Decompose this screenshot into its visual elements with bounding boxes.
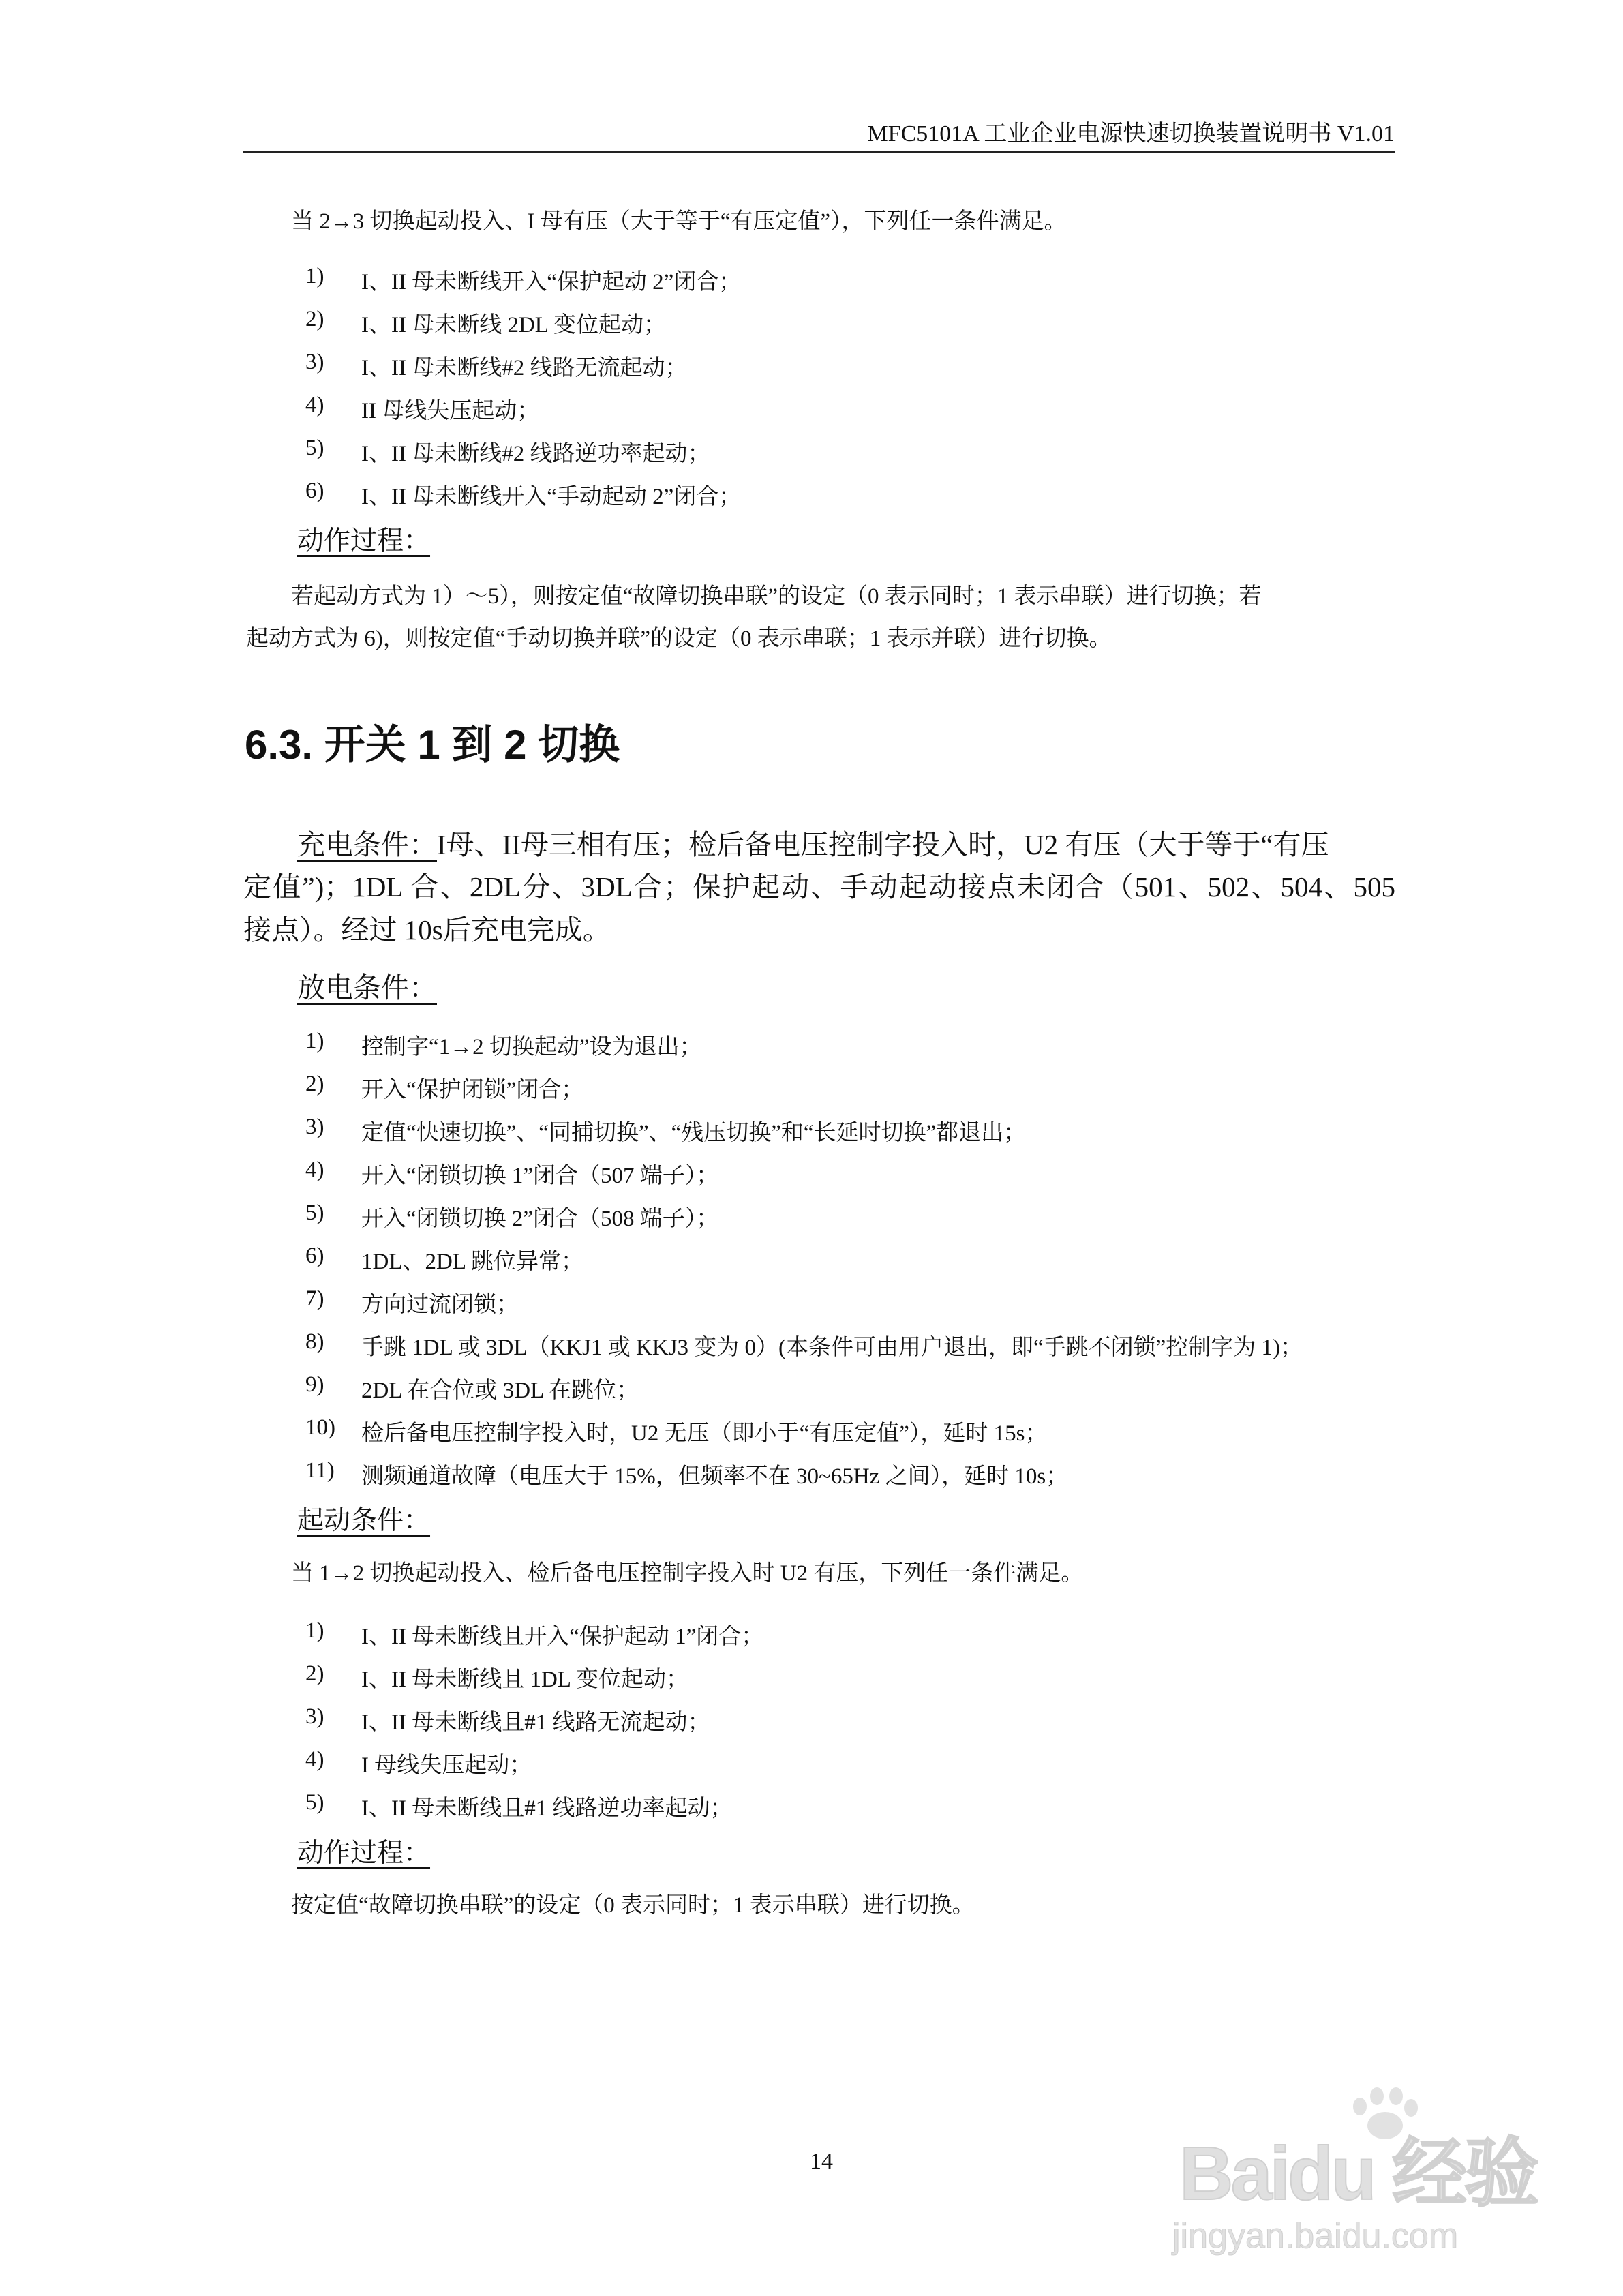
list-item-number: 5) [305,1790,324,1815]
charge-condition-label: 充电条件： [297,829,437,860]
list-item-text: 开入“闭锁切换 1”闭合（507 端子）； [361,1164,719,1188]
action-process-label: 动作过程： [297,526,431,556]
baidu-jingyan-watermark [1159,2086,1541,2263]
start-condition-intro: 当 2→3 切换起动投入、I 母有压（大于等于“有压定值”），下列任一条件满足。 [291,209,1067,234]
list-item-text: I、II 母未断线且开入“保护起动 1”闭合； [361,1625,764,1649]
list-item-text: I、II 母未断线#2 线路逆功率起动； [361,442,710,466]
charge-condition-line [297,822,1329,862]
list-item-number: 10) [305,1415,335,1440]
list-item-number: 6) [305,1243,324,1268]
list-item-number: 11) [305,1458,335,1483]
list-item-text: I、II 母未断线且#1 线路无流起动； [361,1710,710,1735]
charge-condition-text: I母、II母三相有压；检后备电压控制字投入时，U2 有压（大于等于“有压 [437,829,1329,860]
charge-condition-line: 接点）。经过 10s后充电完成。 [243,914,611,946]
start-condition-label: 起动条件： [297,1506,431,1535]
list-item-number: 9) [305,1372,324,1397]
list-item-text: I、II 母未断线且#1 线路逆功率起动； [361,1796,733,1821]
list-item-number: 5) [305,1200,324,1225]
list-item-number: 3) [305,350,324,374]
list-item-text: I、II 母未断线#2 线路无流起动； [361,356,688,380]
list-item-text: 手跳 1DL 或 3DL（KKJ1 或 KKJ3 变为 0）(本条件可由用户退出，即“手跳不闭锁”控制字为 1)； [361,1335,1303,1360]
list-item-text: I 母线失压起动； [361,1753,532,1778]
list-item-text: 测频通道故障（电压大于 15%，但频率不在 30~65Hz 之间），延时 10s； [361,1464,1069,1489]
list-item-text: I、II 母未断线 2DL 变位起动； [361,313,666,337]
list-item-number: 1) [305,1029,324,1053]
list-item-text: I、II 母未断线开入“保护起动 2”闭合； [361,270,742,294]
list-item-number: 2) [305,1072,324,1096]
list-item-number: 5) [305,436,324,460]
action-text-line: 若起动方式为 1）～5），则按定值“故障切换串联”的设定（0 表示同时；1 表示串联）进行切换；若 [291,584,1262,609]
list-item-number: 4) [305,393,324,417]
discharge-condition-label: 放电条件： [297,972,437,1003]
action-text: 按定值“故障切换串联”的设定（0 表示同时；1 表示串联）进行切换。 [291,1893,975,1918]
list-item-number: 1) [305,264,324,288]
running-header: MFC5101A 工业企业电源快速切换装置说明书 V1.01 [867,121,1395,147]
list-item-number: 2) [305,1661,324,1686]
list-item-text: I、II 母未断线开入“手动起动 2”闭合； [361,485,742,509]
list-item-number: 4) [305,1158,324,1182]
list-item-number: 7) [305,1286,324,1311]
action-text-line: 起动方式为 6)，则按定值“手动切换并联”的设定（0 表示串联；1 表示并联）进行切换。 [246,626,1112,651]
list-item-text: 控制字“1→2 切换起动”设为退出； [361,1035,702,1059]
list-item-number: 3) [305,1704,324,1729]
charge-condition-line: 定值”)；1DL 合、2DL分、3DL合；保护起动、手动起动接点未闭合（501、502、504、505 [243,871,1395,903]
list-item-number: 8) [305,1329,324,1354]
watermark-logo: Baidu 经验 [1179,2132,1537,2216]
list-item-number: 1) [305,1618,324,1643]
list-item-text: 定值“快速切换”、“同捕切换”、“残压切换”和“长延时切换”都退出； [361,1121,1027,1145]
list-item-number: 4) [305,1747,324,1772]
list-item-number: 6) [305,479,324,503]
watermark-url: jingyan.baidu.com [1172,2216,1459,2256]
page-number: 14 [810,2149,833,2174]
list-item-text: 1DL、2DL 跳位异常； [361,1250,584,1274]
list-item-text: 开入“闭锁切换 2”闭合（508 端子）； [361,1207,719,1231]
list-item-number: 3) [305,1115,324,1139]
list-item-text: 开入“保护闭锁”闭合； [361,1078,584,1102]
list-item-text: 2DL 在合位或 3DL 在跳位； [361,1378,639,1403]
list-item-text: I、II 母未断线且 1DL 变位起动； [361,1667,688,1692]
action-process-label: 动作过程： [297,1839,431,1868]
header-rule [243,151,1395,153]
list-item-number: 2) [305,307,324,331]
list-item-text: 方向过流闭锁； [361,1293,519,1317]
list-item-text: 检后备电压控制字投入时，U2 无压（即小于“有压定值”），延时 15s； [361,1421,1048,1446]
list-item-text: II 母线失压起动； [361,399,540,423]
section-heading: 6.3. 开关 1 到 2 切换 [245,722,620,768]
start-condition-intro: 当 1→2 切换起动投入、检后备电压控制字投入时 U2 有压，下列任一条件满足。 [291,1561,1084,1586]
